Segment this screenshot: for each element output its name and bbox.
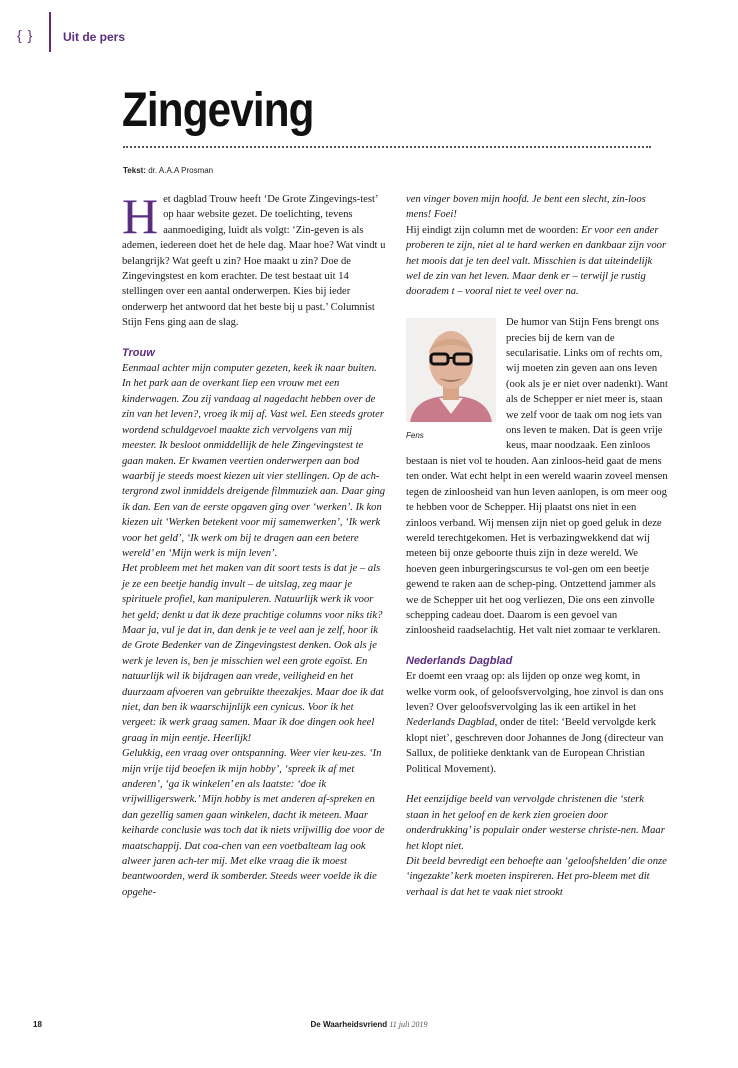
ending-lead: Hij eindigt zijn column met de woorden: [406, 224, 582, 236]
page-number: 18 [33, 1020, 42, 1029]
dotted-divider [123, 146, 651, 148]
quote-paragraph-2: Het probleem met het maken van dit soort tests is dat je – als je ze een beetje handig invult – de uitslag, zeg maar je spirituele profiel, kan manipuleren. Natuurlijk werk ik voor het geld; denkt u dat ik deze prachtige columns voor niks tik? Maar ja, vul je dat in, dan denk je te veel aan je zelf, hoor ik de Grote Bedenker van de Zingevingstest denken. Ook als je werk je leven is, ben je misschien wel een grote egoïst. En natuurlijk wil ik bijdragen aan vrede, veiligheid en het duurzaam afvoeren van gebruikte theezakjes. Maar doe ik dat niet, dan ben ik waarschijnlijk een cynicus. Voor ik het vergeet: ik werk graag samen. Maar ik doe dingen ook heel graag in mijn eentje. Heerlijk! [122, 563, 384, 744]
page-title: Zingeving [122, 84, 314, 137]
column-ending-paragraph [406, 223, 668, 300]
subheading-trouw: Trouw [122, 346, 155, 359]
ending-quote: Er voor een ander proberen te zijn, niet al te hard werken en dankbaar zijn voor het moois dat je ten deel valt. Misschien is dat uiteindelijk wel de zin van het leven. Maar denk er – terwijl je rustig dooradem t – vooral niet te veel over na. [406, 224, 667, 298]
quote-paragraph-1: Eenmaal achter mijn computer gezeten, keek ik naar buiten. In het park aan de overkant liep een vrouw met een kinderwagen. Zou zij vandaag al nagedacht hebben over de zin van het leven?, vroeg ik mij af. Vast wel. Een steeds groter wordend schuldgevoel maakte zich vervolgens van mij meester. Ik besloot onmiddellijk de hele Zingevingstest te gaan maken. Er kwamen veertien onderwerpen aan bod waarbij je steeds moest kiezen uit vier stellingen. Op de ach-tergrond zwol inmiddels dreigende filmmuziek aan. Daar ging ik dan. Een van de eerste opgaven ging over ‘werken’. Ik kon kiezen uit ‘Werken betekent voor mij samenwerken’, ‘Ik werk voor het geld’, ‘Ik werk om bij te dragen aan een betere wereld’ en ‘Mijn werk is mijn leven’. [122, 363, 386, 559]
nd-text-start: Er doemt een vraag op: als lijden op onze weg komt, in welke vorm ook, of geloofsvervolging, hoe zinvol is dan ons leven? Over geloofsvervolging las ik een artikel in het [406, 671, 664, 713]
publication-date: 11 juli 2019 [389, 1020, 428, 1029]
right-column [406, 192, 668, 900]
nd-paragraph [406, 669, 668, 777]
intro-paragraph [122, 188, 386, 331]
left-column [122, 188, 386, 900]
drop-cap: H [122, 188, 159, 244]
header-divider [49, 12, 51, 52]
portrait-figure [406, 318, 498, 443]
nd-text-end: , onder de titel: ‘Beeld vervolgde kerk klopt niet’, geschreven door Johannes de Jong (directeur van Sallux, de politieke denktank van de European Christian Political Movement). [406, 717, 664, 775]
nd-quote-2: Dit beeld bevredigt een behoefte aan ‘geloofshelden’ die onze ‘ingezakte’ kerk moeten inspireren. Het pro-bleem met dit verhaal is dat het te vaak niet strookt [406, 856, 667, 898]
credit-author: dr. A.A.A Prosman [148, 166, 214, 175]
nd-newspaper-name: Nederlands Dagblad [406, 717, 495, 729]
section-label: Uit de pers [63, 30, 126, 44]
body-paragraph: De humor van Stijn Fens brengt ons precies bij de kern van de secularisatie. Links om of rechts om, wij moeten zin geven aan ons leven (ook als je er niet over nadenkt). Want als de Schepper er niet meer is, staan we zelf voor de taak om nog iets van ons leven te maken. Dat is geen vrije keus, maar noodzaak. Een zinloos bestaan is niet vol te houden. Aan zinloos-heid gaat de mens ten onder. Wat echt helpt in een wereld waarin zoveel mensen tegen de zinloosheid van hun leven aanlopen, is om meer oog te hebben voor de Schepper. Hij plaatst ons niet in een zinloos verband. Wij mensen zijn niet op goed geluk in deze wereld terechtgekomen. Het is verbazingwekkend dat wij meteen bij onze geboorte thuis zijn in deze wereld. We hoeven geen inburgeringscursus te vol-gen om een beetje gewend te raken aan de schep-ping. Ontzettend jammer als we de Schepper uit het oog verliezen, Die ons een zinvolle schepping cadeau doet. Daarom is een gevoel van zinloosheid raadselachtig. Het valt niet zomaar te verklaren. [406, 317, 668, 637]
publication-name: De Waarheidsvriend [310, 1020, 388, 1029]
quote-continuation: ven vinger boven mijn hoofd. Je bent een slecht, zin-loos mens! Foei! [406, 194, 646, 221]
intro-text: et dagblad Trouw heeft ‘De Grote Zingevings-test’ op haar website gezet. De toelichting, tevens aanmoediging, luidt als volgt: ‘Zin-geven is als ademen, iedereen doet het de hele dag. Maar hoe? Wat vindt u belangrijk? Wat geeft u zin? Hoe maakt u zin? Doe de Zingevingstest en kom erachter. De test bestaat uit 14 stellingen over een aantal onderwerpen. Kies bij ieder onderwerp het antwoord dat het beste bij u past.’ Columnist Stijn Fens ging aan de slag. [122, 194, 386, 329]
portrait-photo [406, 318, 496, 422]
brace-icon: { } [17, 27, 34, 43]
author-credit [123, 166, 213, 175]
quote-paragraph-3: Gelukkig, een vraag over ontspanning. Weer vier keu-zes. ‘In mijn vrije tijd beoefen ik mijn hobby’, ‘spreek ik af met anderen’, ‘ga ik winkelen’ en als laatste: ‘doe ik vrijwilligerswerk.’ Mijn hobby is met anderen af-spreken en dan gezellig samen gaan winkelen, dacht ik meteen. Maar keiharde conclusie was toch dat ik niets vrijwillig doe voor de maatschappij. Dat coa-chen van een voetbalteam lag ook alweer jaren ach-ter mij. Met elke vraag die ik moest beantwoorden, werd ik somberder. Steeds weer voelde ik die opgehe- [122, 748, 385, 898]
photo-caption: Fens [406, 431, 424, 441]
publication-footer [0, 1020, 738, 1029]
subheading-nederlands-dagblad: Nederlands Dagblad [406, 654, 513, 667]
credit-label: Tekst: [123, 166, 146, 175]
nd-quote-1: Het eenzijdige beeld van vervolgde christenen die ‘sterk staan in het geloof en de kerk zien groeien door onderdrukking’ is populair onder westerse christe-nen. Maar het klopt niet. [406, 794, 665, 852]
